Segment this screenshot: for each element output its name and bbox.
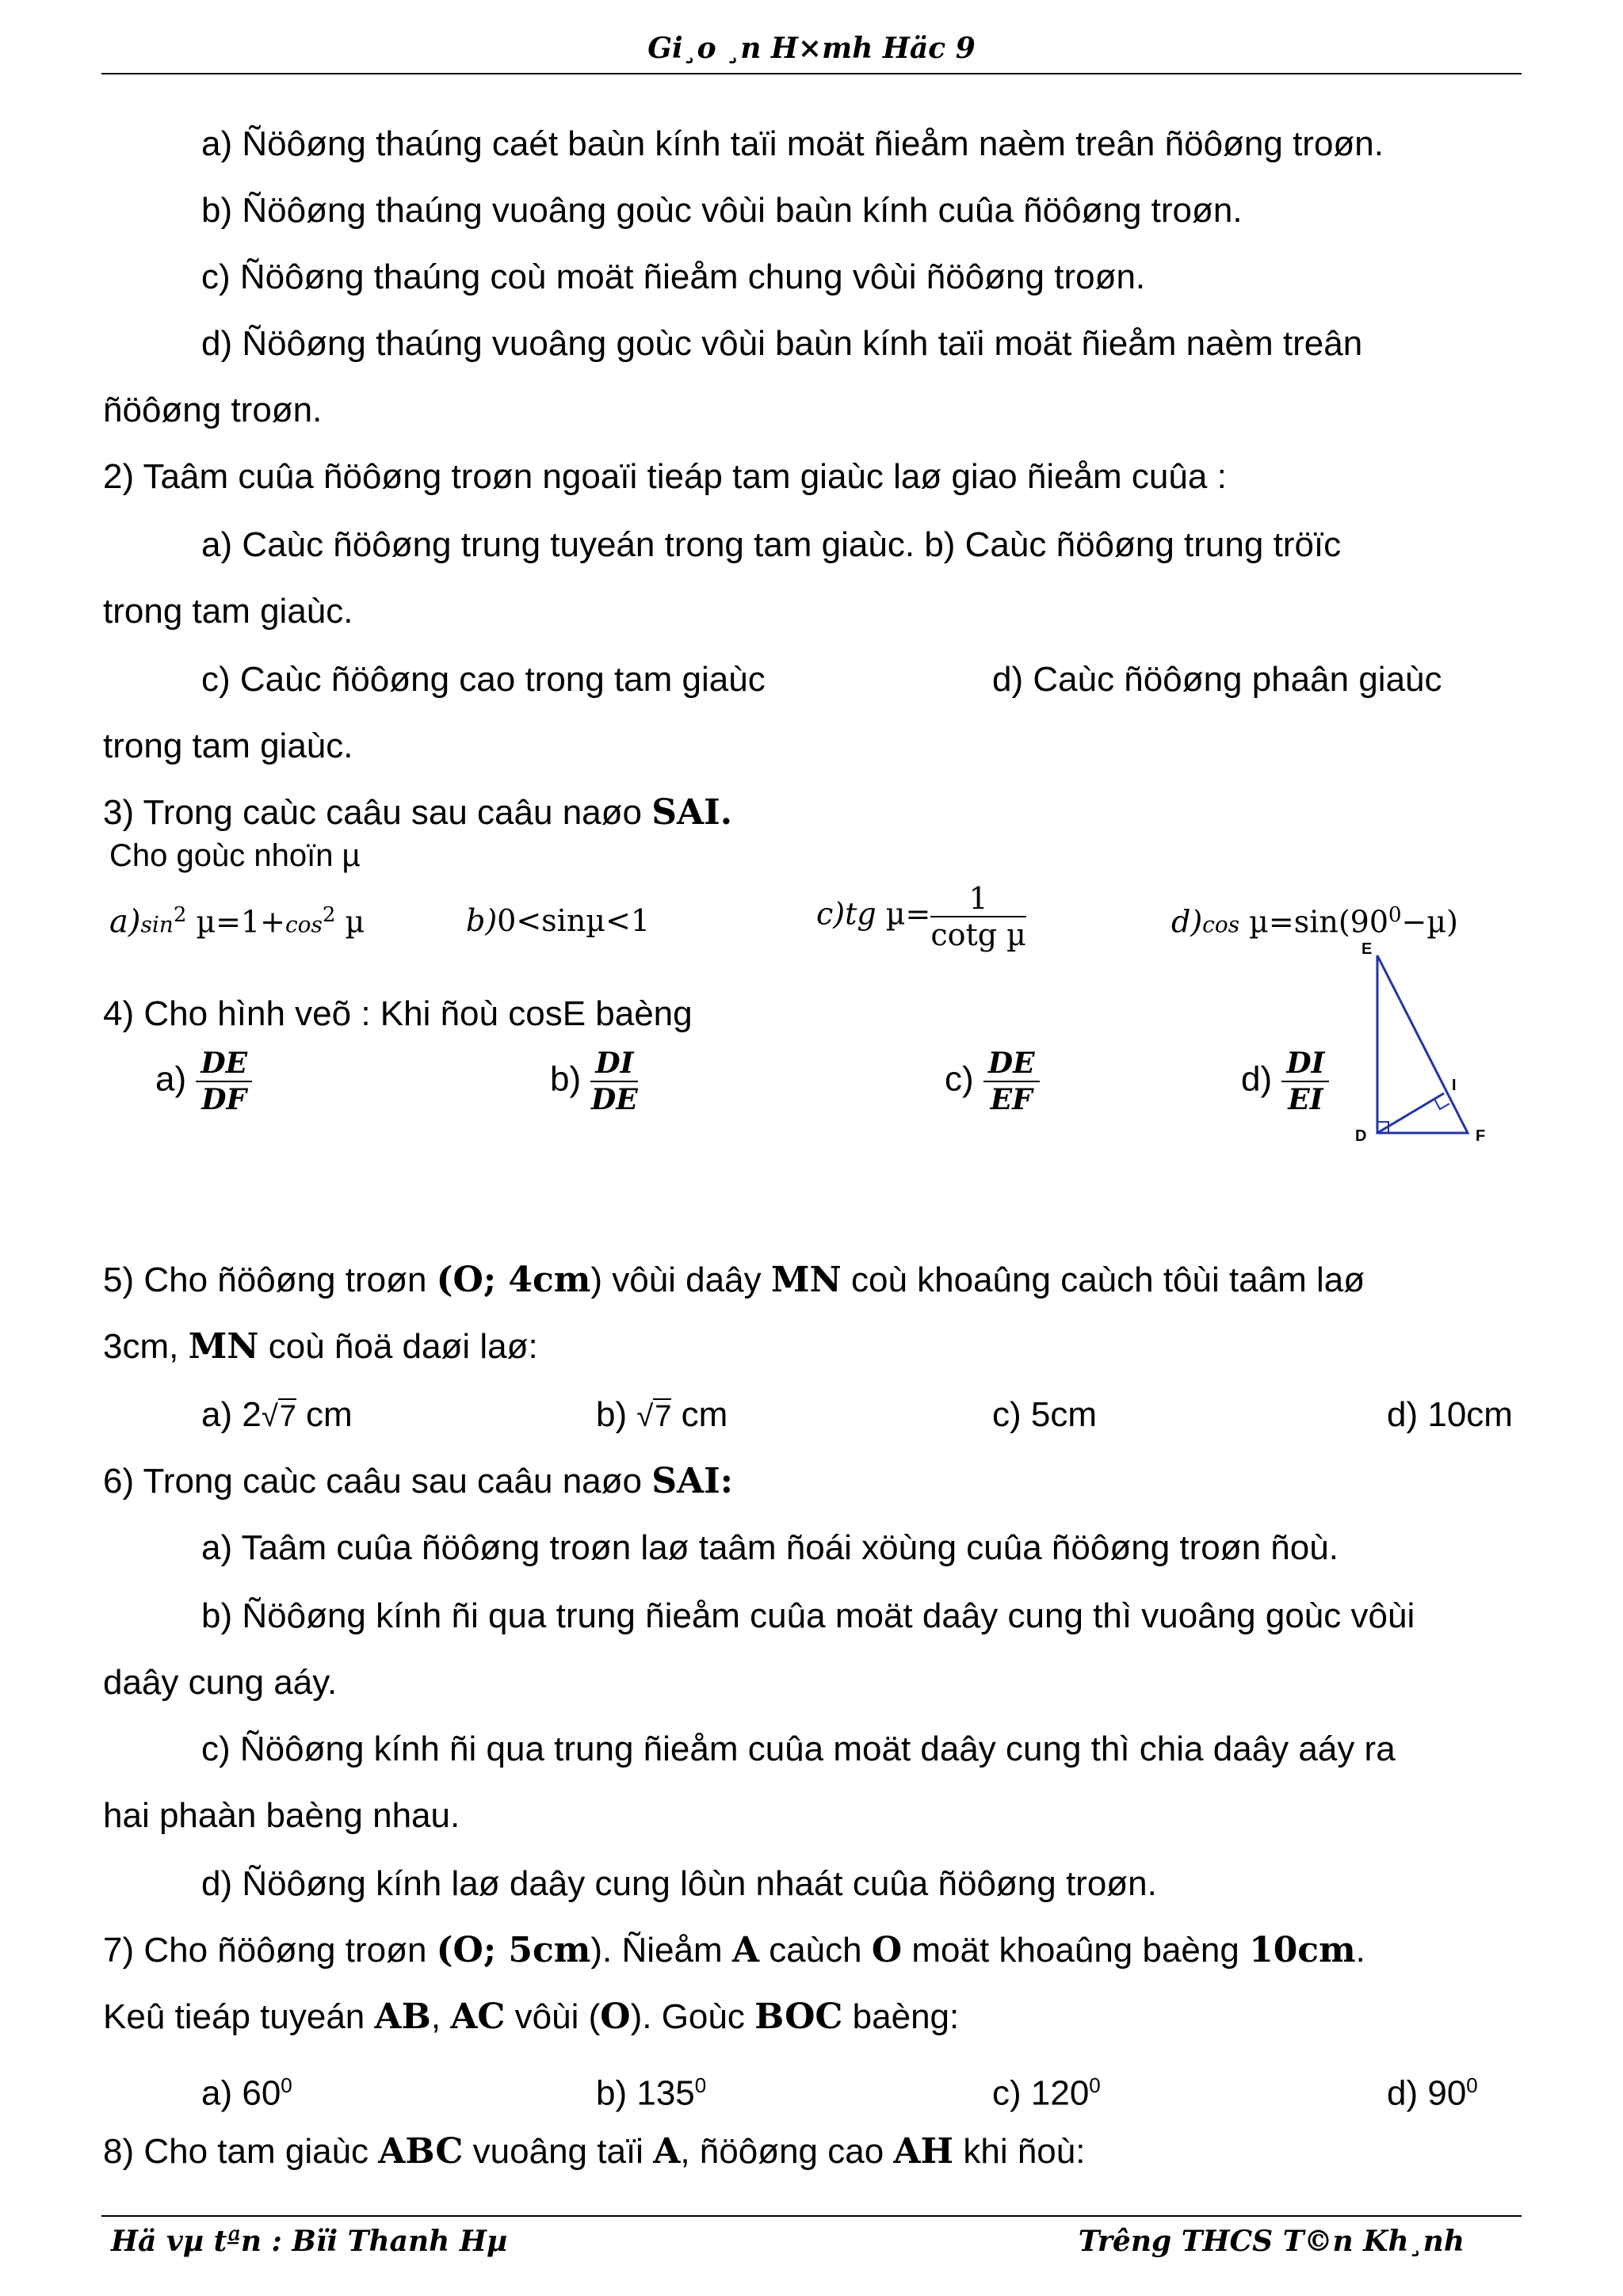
q4-text: 4) Cho hình veõ : Khi ñoù cosE baèng <box>103 994 693 1033</box>
q5-option-b: b) √7 cm <box>596 1395 728 1434</box>
label-i: I <box>1452 1077 1457 1094</box>
label-d: D <box>1355 1127 1367 1145</box>
q5-text-cont: 3cm, MN coù ñoä daøi laø: <box>103 1326 538 1367</box>
q6-text: 6) Trong caùc caâu sau caâu naøo SAI: <box>103 1461 733 1501</box>
q3-text: 3) Trong caùc caâu sau caâu naøo SAI. <box>103 792 733 833</box>
q7-option-c: c) $120^0$ <box>992 2073 1101 2113</box>
footer-author: Hä vµ tªn : Bïi Thanh Hµ <box>111 2225 508 2258</box>
q6-option-b-cont: daây cung aáy. <box>103 1663 338 1702</box>
q7-text-cont: Keû tieáp tuyeán AB, AC vôùi (O). Goùc BOC baèng: <box>103 1997 960 2037</box>
q6-option-d: d) Ñöôøng kính laø daây cung lôùn nhaát cuûa ñöôøng troøn. <box>201 1864 1157 1903</box>
q5-text: 5) Cho ñöôøng troøn (O; 4cm) vôùi daây MN coù khoaûng caùch tôùi taâm laø <box>103 1260 1365 1300</box>
q4-option-d: d) $\frac{DI}{EI}$ <box>1241 1046 1329 1117</box>
q7-text: 7) Cho ñöôøng troøn (O; 5cm). Ñieåm A caùch O moät khoaûng baèng 10cm. <box>103 1930 1365 1970</box>
footer-rule <box>101 2215 1522 2217</box>
q1-option-d: d) Ñöôøng thaúng vuoâng goùc vôùi baùn kính taïi moät ñieåm naèm treân <box>201 324 1363 363</box>
q2-option-a-b: a) Caùc ñöôøng trung tuyeán trong tam giaùc. b) Caùc ñöôøng trung tröïc <box>201 525 1342 564</box>
label-e: E <box>1361 940 1373 958</box>
header-rule <box>101 73 1522 74</box>
q5-option-d: d) 10cm <box>1387 1395 1513 1434</box>
q8-text: 8) Cho tam giaùc ABC vuoâng taïi A, ñöôøng cao AH khi ñoù: <box>103 2131 1086 2172</box>
q1-option-b: b) Ñöôøng thaúng vuoâng goùc vôùi baùn kính cuûa ñöôøng troøn. <box>201 191 1243 230</box>
q4-option-c: c) $\frac{DE}{EF}$ <box>945 1046 1040 1117</box>
q7-option-b: b) $135^0$ <box>596 2073 707 2113</box>
q3-option-c-fraction: $\frac{1}{\text{cotg µ}}$ <box>930 881 1026 952</box>
q2-text: 2) Taâm cuûa ñöôøng troøn ngoaïi tieáp tam giaùc laø giao ñieåm cuûa : <box>103 457 1227 496</box>
q3-option-b: b)0<sinµ<1 <box>466 903 651 938</box>
right-angle-mark-i <box>1434 1099 1449 1109</box>
q3-option-d: d)cos $\mu=\sin(90^0-\mu)$ <box>1171 903 1458 940</box>
footer-school: Trêng THCS T©n Kh¸nh <box>1078 2225 1465 2258</box>
q4-option-a: a) $\frac{DE}{DF}$ <box>155 1046 252 1117</box>
q2-option-c: c) Caùc ñöôøng cao trong tam giaùc <box>201 660 766 699</box>
right-triangle-figure <box>1347 935 1490 1149</box>
q2-option-d-cont: trong tam giaùc. <box>103 727 353 765</box>
q1-option-d-cont: ñöôøng troøn. <box>103 391 323 429</box>
q2-option-d: d) Caùc ñöôøng phaân giaùc <box>992 660 1442 699</box>
q5-option-c: c) 5cm <box>992 1395 1097 1434</box>
q3-given: Cho goùc nhoïn µ <box>109 838 361 873</box>
q4-option-b: b) $\frac{DI}{DE}$ <box>550 1047 638 1116</box>
q3-option-c: c)tg µ= $\frac{1}{\text{cotg µ}}$ <box>816 881 1026 952</box>
page-header: Gi¸o ¸n H×mh Häc 9 <box>647 32 976 65</box>
q6-option-c: c) Ñöôøng kính ñi qua trung ñieåm cuûa moät daây cung thì chia daây aáy ra <box>201 1730 1396 1768</box>
q6-option-c-cont: hai phaàn baèng nhau. <box>103 1796 460 1835</box>
q1-option-c: c) Ñöôøng thaúng coù moät ñieåm chung vôùi ñöôøng troøn. <box>201 257 1146 296</box>
q5-option-a: a) 2√7 cm <box>201 1395 353 1434</box>
q6-option-a: a) Taâm cuûa ñöôøng troøn laø taâm ñoái xöùng cuûa ñöôøng troøn ñoù. <box>201 1528 1338 1567</box>
q6-option-b: b) Ñöôøng kính ñi qua trung ñieåm cuûa moät daây cung thì vuoâng goùc vôùi <box>201 1596 1415 1635</box>
q7-option-a: a) $60^0$ <box>201 2073 292 2113</box>
label-f: F <box>1476 1127 1486 1145</box>
q6-bold-sai: SAI: <box>651 1461 733 1501</box>
q7-option-d: d) $90^0$ <box>1387 2073 1478 2113</box>
q3-bold-sai: SAI. <box>651 792 733 833</box>
q3-option-a: $a)\sin^2$ $\mu=1+\cos^2$ µ <box>109 903 365 940</box>
q1-option-a: a) Ñöôøng thaúng caét baùn kính taïi moät ñieåm naèm treân ñöôøng troøn. <box>201 124 1384 163</box>
q2-option-b-cont: trong tam giaùc. <box>103 592 353 631</box>
